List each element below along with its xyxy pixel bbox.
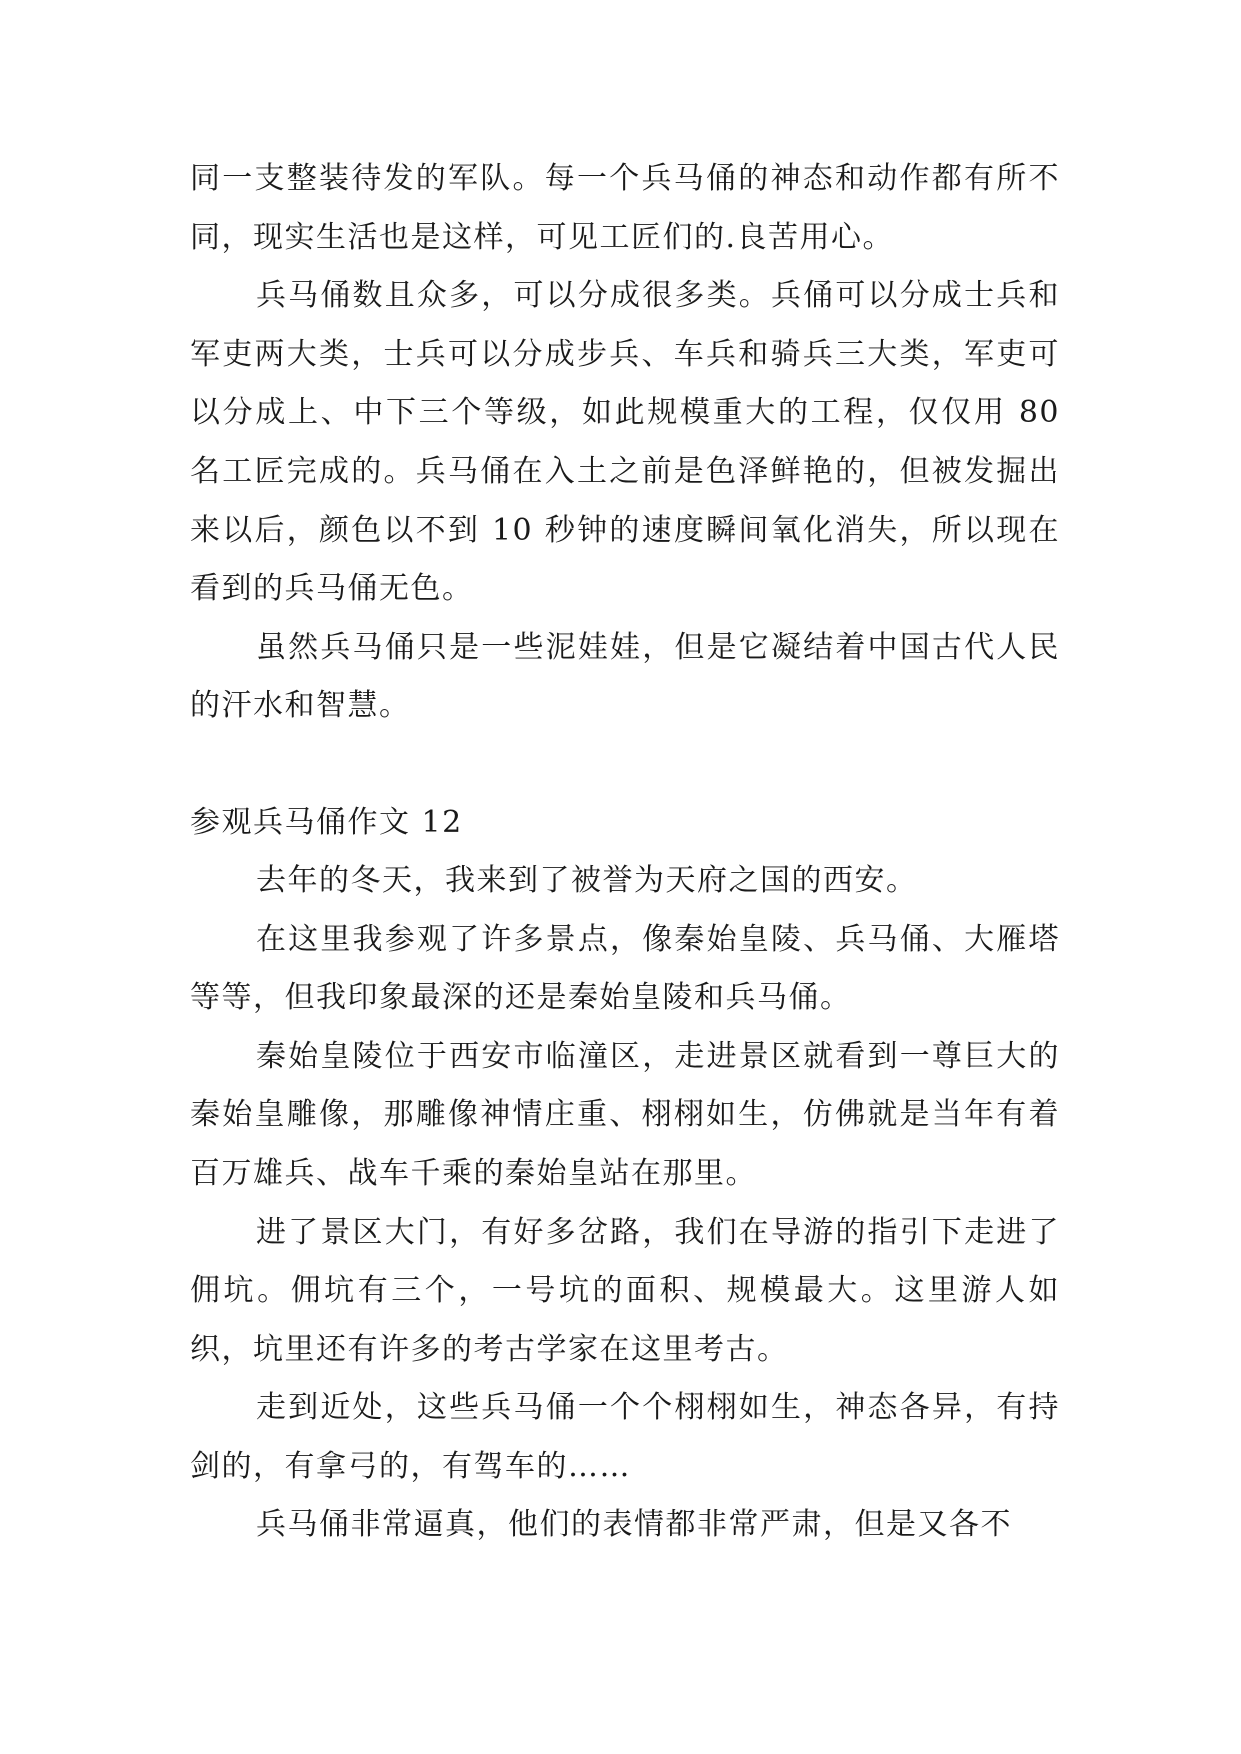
paragraph: 兵马俑数且众多，可以分成很多类。兵俑可以分成士兵和军吏两大类，士兵可以分成步兵、车兵和骑兵三大类，军吏可以分成上、中下三个等级，如此规模重大的工程，仅仅用 80 名工匠完成的。兵马俑在入土之前是色泽鲜艳的，但被发掘出来以后，颜色以不到 10 秒钟的速度瞬间氧化消失，所以现在看到的兵马俑无色。 xyxy=(190,278,1060,607)
paragraph: 走到近处，这些兵马俑一个个栩栩如生，神态各异，有持剑的，有拿弓的，有驾车的…… xyxy=(190,1390,1060,1484)
paragraph: 兵马俑非常逼真，他们的表情都非常严肃，但是又各不 xyxy=(256,1507,1012,1543)
paragraph: 虽然兵马俑只是一些泥娃娃，但是它凝结着中国古代人民的汗水和智慧。 xyxy=(190,629,1060,724)
paragraph: 进了景区大门，有好多岔路，我们在导游的指引下走进了佣坑。佣坑有三个，一号坑的面积、规模最大。这里游人如织，坑里还有许多的考古学家在这里考古。 xyxy=(190,1214,1060,1367)
paragraph: 在这里我参观了许多景点，像秦始皇陵、兵马俑、大雁塔等等，但我印象最深的还是秦始皇陵和兵马俑。 xyxy=(190,921,1060,1016)
paragraph: 去年的冬天，我来到了被誉为天府之国的西安。 xyxy=(256,862,918,898)
paragraph: 同一支整装待发的军队。每一个兵马俑的神态和动作都有所不同，现实生活也是这样，可见工匠们的.良苦用心。 xyxy=(190,161,1060,255)
document-body xyxy=(190,150,1060,1555)
section-title: 参观兵马俑作文 12 xyxy=(190,804,463,840)
paragraph: 秦始皇陵位于西安市临潼区，走进景区就看到一尊巨大的秦始皇雕像，那雕像神情庄重、栩栩如生，仿佛就是当年有着百万雄兵、战车千乘的秦始皇站在那里。 xyxy=(190,1038,1060,1191)
